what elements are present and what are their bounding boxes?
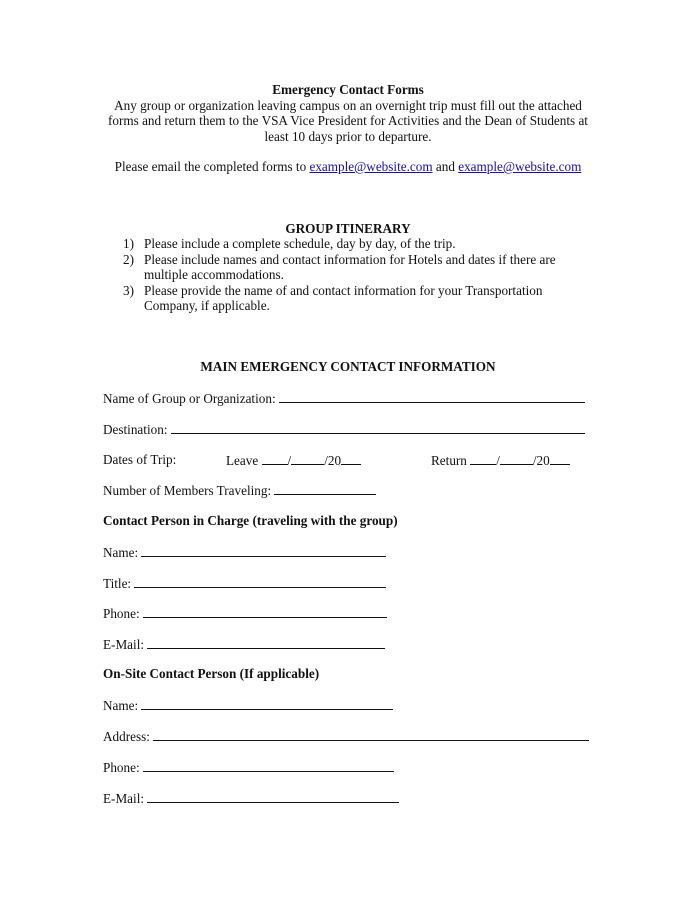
contact-name-input[interactable]: [141, 544, 386, 557]
intro-line-3: least 10 days prior to departure.: [264, 129, 432, 144]
leave-day-input[interactable]: [291, 452, 324, 465]
list-item-number: 1): [123, 236, 134, 251]
contact-phone-field[interactable]: [103, 605, 387, 621]
leave-year-input[interactable]: [341, 452, 361, 465]
onsite-contact-heading: On-Site Contact Person (If applicable): [103, 666, 320, 681]
contact-name-field[interactable]: [103, 544, 386, 560]
group-name-field[interactable]: [103, 390, 585, 406]
onsite-phone-field[interactable]: [103, 759, 394, 775]
contact-email-input[interactable]: [147, 636, 385, 649]
onsite-email-label: E-Mail:: [103, 791, 145, 806]
email-link-1[interactable]: example@website.com: [309, 159, 433, 174]
contact-email-field[interactable]: [103, 636, 385, 652]
contact-title-field[interactable]: [103, 575, 386, 591]
main-contact-heading: MAIN EMERGENCY CONTACT INFORMATION: [200, 359, 496, 374]
itinerary-list: [123, 236, 583, 314]
list-item: [123, 236, 583, 252]
list-item-number: 2): [123, 251, 134, 267]
return-year-prefix: /20: [532, 453, 550, 468]
email-instruction-text: Please email the completed forms to: [114, 159, 307, 174]
contact-phone-input[interactable]: [143, 605, 387, 618]
contact-email-label: E-Mail:: [103, 637, 145, 652]
onsite-name-field[interactable]: [103, 697, 393, 713]
onsite-email-field[interactable]: [103, 790, 399, 806]
list-item: [123, 252, 583, 283]
members-label: Number of Members Traveling:: [103, 483, 272, 498]
leave-year-prefix: /20: [324, 453, 342, 468]
leave-date-field[interactable]: Leave / /20: [226, 452, 361, 468]
onsite-name-label: Name:: [103, 698, 139, 713]
destination-input[interactable]: [171, 421, 585, 434]
list-item-text: Please include a complete schedule, day by day, of the trip.: [144, 236, 456, 251]
return-month-input[interactable]: [470, 452, 496, 465]
members-field[interactable]: [103, 482, 376, 498]
email-and-text: and: [435, 159, 455, 174]
onsite-address-input[interactable]: [153, 728, 589, 741]
onsite-email-input[interactable]: [147, 790, 399, 803]
onsite-phone-label: Phone:: [103, 760, 140, 775]
onsite-address-field[interactable]: [103, 728, 589, 744]
members-input[interactable]: [274, 482, 376, 495]
leave-label: Leave: [226, 453, 259, 468]
leave-month-input[interactable]: [262, 452, 288, 465]
list-item: [123, 283, 583, 314]
list-item-number: 3): [123, 282, 134, 298]
return-date-field[interactable]: Return / /20: [431, 452, 570, 468]
onsite-address-label: Address:: [103, 729, 150, 744]
trip-dates-field: [103, 452, 176, 468]
return-label: Return: [431, 453, 467, 468]
email-instruction: [0, 159, 696, 175]
contact-name-label: Name:: [103, 545, 139, 560]
contact-title-input[interactable]: [134, 575, 386, 588]
itinerary-heading: GROUP ITINERARY: [285, 221, 411, 236]
contact-title-label: Title:: [103, 576, 132, 591]
intro-line-1: Any group or organization leaving campus on an overnight trip must fill out the attached: [114, 98, 582, 113]
email-link-2[interactable]: example@website.com: [458, 159, 582, 174]
return-year-input[interactable]: [550, 452, 570, 465]
group-name-label: Name of Group or Organization:: [103, 391, 276, 406]
destination-field[interactable]: [103, 421, 585, 437]
group-name-input[interactable]: [279, 390, 585, 403]
intro-line-2: forms and return them to the VSA Vice President for Activities and the Dean of Students at: [108, 113, 588, 128]
return-day-input[interactable]: [500, 452, 533, 465]
contact-phone-label: Phone:: [103, 606, 140, 621]
onsite-name-input[interactable]: [141, 697, 393, 710]
document-title: Emergency Contact Forms: [272, 82, 424, 97]
destination-label: Destination:: [103, 422, 168, 437]
contact-person-heading: Contact Person in Charge (traveling with the group): [103, 513, 398, 528]
list-item-text: Please include names and contact information for Hotels and dates if there are multiple accommodations.: [144, 251, 556, 282]
onsite-phone-input[interactable]: [143, 759, 394, 772]
list-item-text: Please provide the name of and contact information for your Transportation Company, if applicable.: [144, 282, 543, 313]
trip-dates-label: Dates of Trip:: [103, 452, 177, 467]
